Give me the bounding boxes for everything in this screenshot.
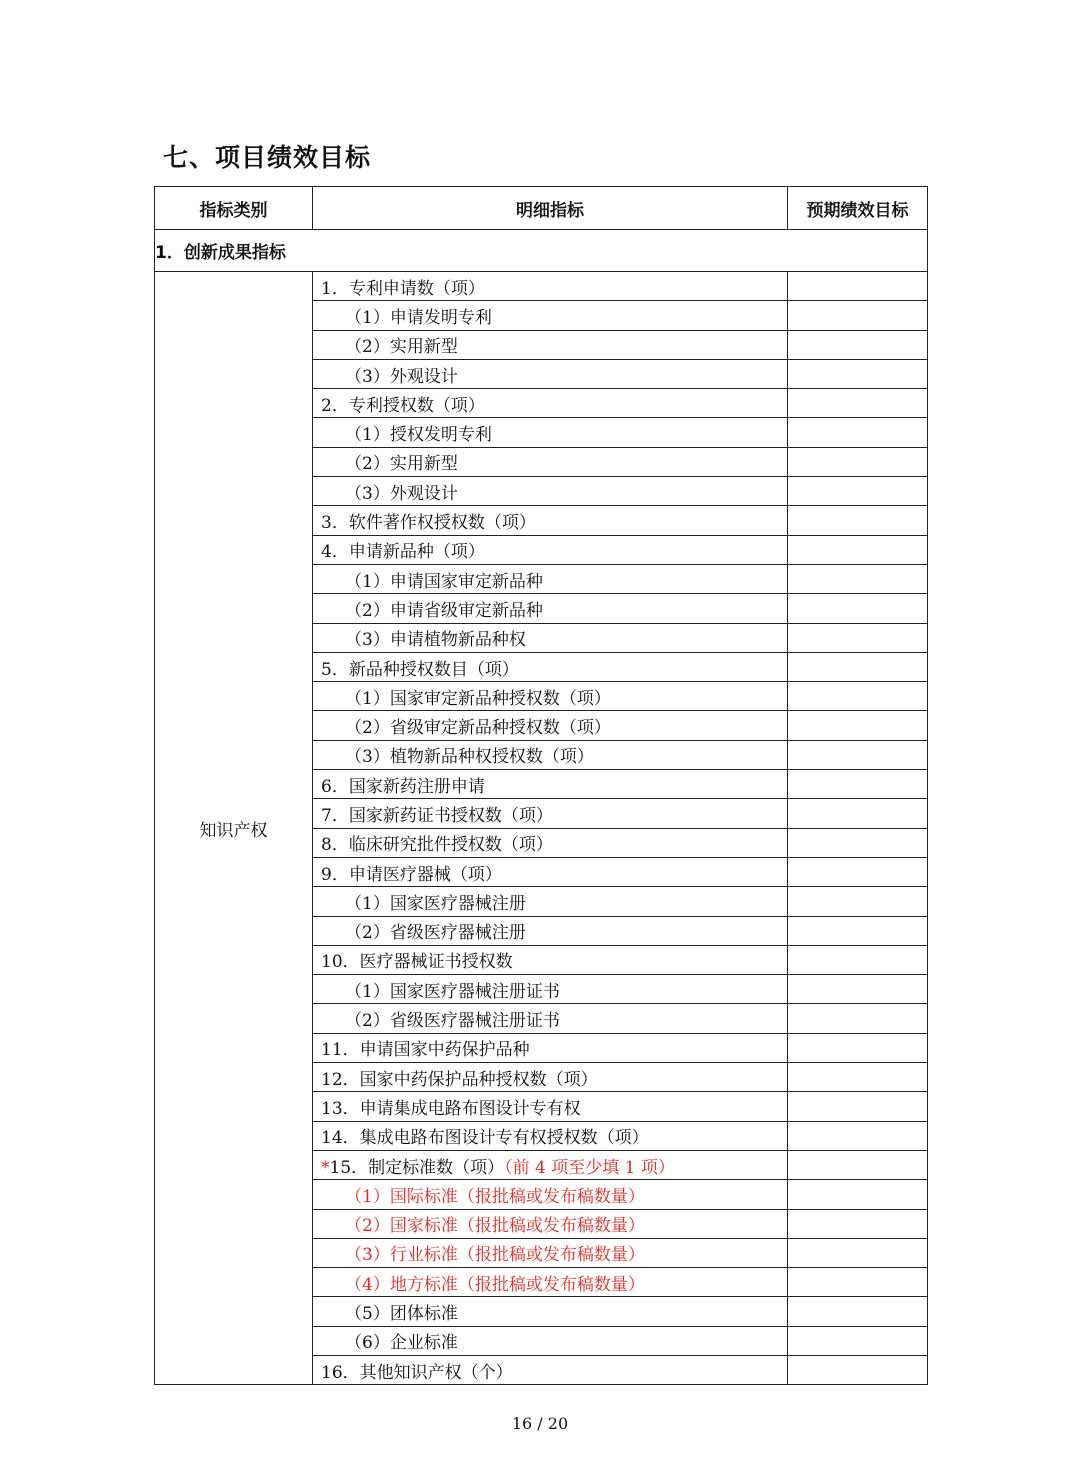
target-input-cell[interactable] [788,301,928,330]
target-input-cell[interactable] [788,272,928,301]
section-row [155,230,928,272]
target-input-cell[interactable] [788,1063,928,1092]
detail-cell: （1）申请发明专利 [313,301,788,330]
detail-cell: 7．国家新药证书授权数（项） [313,799,788,828]
target-input-cell[interactable] [788,389,928,418]
target-input-cell[interactable] [788,330,928,359]
detail-cell: （2）国家标准（报批稿或发布稿数量） [313,1209,788,1238]
detail-cell: 1．专利申请数（项） [313,272,788,301]
detail-cell: （2）省级医疗器械注册证书 [313,1004,788,1033]
detail-cell: （1）国际标准（报批稿或发布稿数量） [313,1180,788,1209]
detail-cell: 6．国家新药注册申请 [313,770,788,799]
detail-cell: （1）授权发明专利 [313,418,788,447]
target-input-cell[interactable] [788,564,928,593]
detail-label: 15．制定标准数（项） [329,1157,505,1178]
target-input-cell[interactable] [788,1004,928,1033]
detail-cell: （3）植物新品种权授权数（项） [313,740,788,769]
detail-cell: 5．新品种授权数目（项） [313,652,788,681]
section-label: 1．创新成果指标 [155,230,928,272]
target-input-cell[interactable] [788,1355,928,1384]
target-input-cell[interactable] [788,770,928,799]
detail-cell: （3）外观设计 [313,359,788,388]
header-target: 预期绩效目标 [788,187,928,230]
required-marker: * [321,1157,330,1178]
target-input-cell[interactable] [788,359,928,388]
detail-cell: （2）实用新型 [313,330,788,359]
detail-cell: （3）行业标准（报批稿或发布稿数量） [313,1238,788,1267]
detail-cell: 2．专利授权数（项） [313,389,788,418]
detail-cell: （3）外观设计 [313,477,788,506]
header-detail: 明细指标 [313,187,788,230]
target-input-cell[interactable] [788,711,928,740]
page-number: 16 / 20 [511,1414,569,1433]
detail-cell: 3．软件著作权授权数（项） [313,506,788,535]
detail-cell: 13．申请集成电路布图设计专有权 [313,1092,788,1121]
target-input-cell[interactable] [788,535,928,564]
target-input-cell[interactable] [788,652,928,681]
target-input-cell[interactable] [788,1033,928,1062]
detail-cell: （1）国家审定新品种授权数（项） [313,682,788,711]
detail-cell: 8．临床研究批件授权数（项） [313,828,788,857]
target-input-cell[interactable] [788,1238,928,1267]
target-input-cell[interactable] [788,623,928,652]
detail-cell: （2）省级医疗器械注册 [313,916,788,945]
table-row [155,272,928,301]
target-input-cell[interactable] [788,418,928,447]
detail-note: （前 4 项至少填 1 项） [504,1157,675,1178]
detail-cell: （1）国家医疗器械注册证书 [313,975,788,1004]
detail-cell: 10．医疗器械证书授权数 [313,945,788,974]
target-input-cell[interactable] [788,828,928,857]
target-input-cell[interactable] [788,594,928,623]
performance-table [154,186,928,1385]
detail-cell: 11．申请国家中药保护品种 [313,1033,788,1062]
target-input-cell[interactable] [788,1121,928,1150]
detail-cell: （2）实用新型 [313,447,788,476]
header-row [155,187,928,230]
detail-cell: （1）国家医疗器械注册 [313,887,788,916]
detail-cell: （2）申请省级审定新品种 [313,594,788,623]
detail-cell: 14．集成电路布图设计专有权授权数（项） [313,1121,788,1150]
target-input-cell[interactable] [788,975,928,1004]
target-input-cell[interactable] [788,1326,928,1355]
detail-cell: （6）企业标准 [313,1326,788,1355]
target-input-cell[interactable] [788,945,928,974]
detail-cell: （5）团体标准 [313,1297,788,1326]
target-input-cell[interactable] [788,477,928,506]
target-input-cell[interactable] [788,916,928,945]
target-input-cell[interactable] [788,740,928,769]
target-input-cell[interactable] [788,1209,928,1238]
category-cell: 知识产权 [155,272,313,1385]
detail-cell [313,1150,788,1179]
target-input-cell[interactable] [788,1180,928,1209]
detail-cell: 16．其他知识产权（个） [313,1355,788,1384]
detail-cell: （2）省级审定新品种授权数（项） [313,711,788,740]
header-category: 指标类别 [155,187,313,230]
target-input-cell[interactable] [788,799,928,828]
detail-cell: （4）地方标准（报批稿或发布稿数量） [313,1268,788,1297]
target-input-cell[interactable] [788,1297,928,1326]
detail-cell: 12．国家中药保护品种授权数（项） [313,1063,788,1092]
detail-cell: 9．申请医疗器械（项） [313,857,788,886]
target-input-cell[interactable] [788,1268,928,1297]
section-title: 七、项目绩效目标 [163,143,372,172]
target-input-cell[interactable] [788,887,928,916]
target-input-cell[interactable] [788,682,928,711]
target-input-cell[interactable] [788,857,928,886]
target-input-cell[interactable] [788,506,928,535]
target-input-cell[interactable] [788,1150,928,1179]
detail-cell: （1）申请国家审定新品种 [313,564,788,593]
detail-cell: 4．申请新品种（项） [313,535,788,564]
detail-cell: （3）申请植物新品种权 [313,623,788,652]
target-input-cell[interactable] [788,447,928,476]
target-input-cell[interactable] [788,1092,928,1121]
